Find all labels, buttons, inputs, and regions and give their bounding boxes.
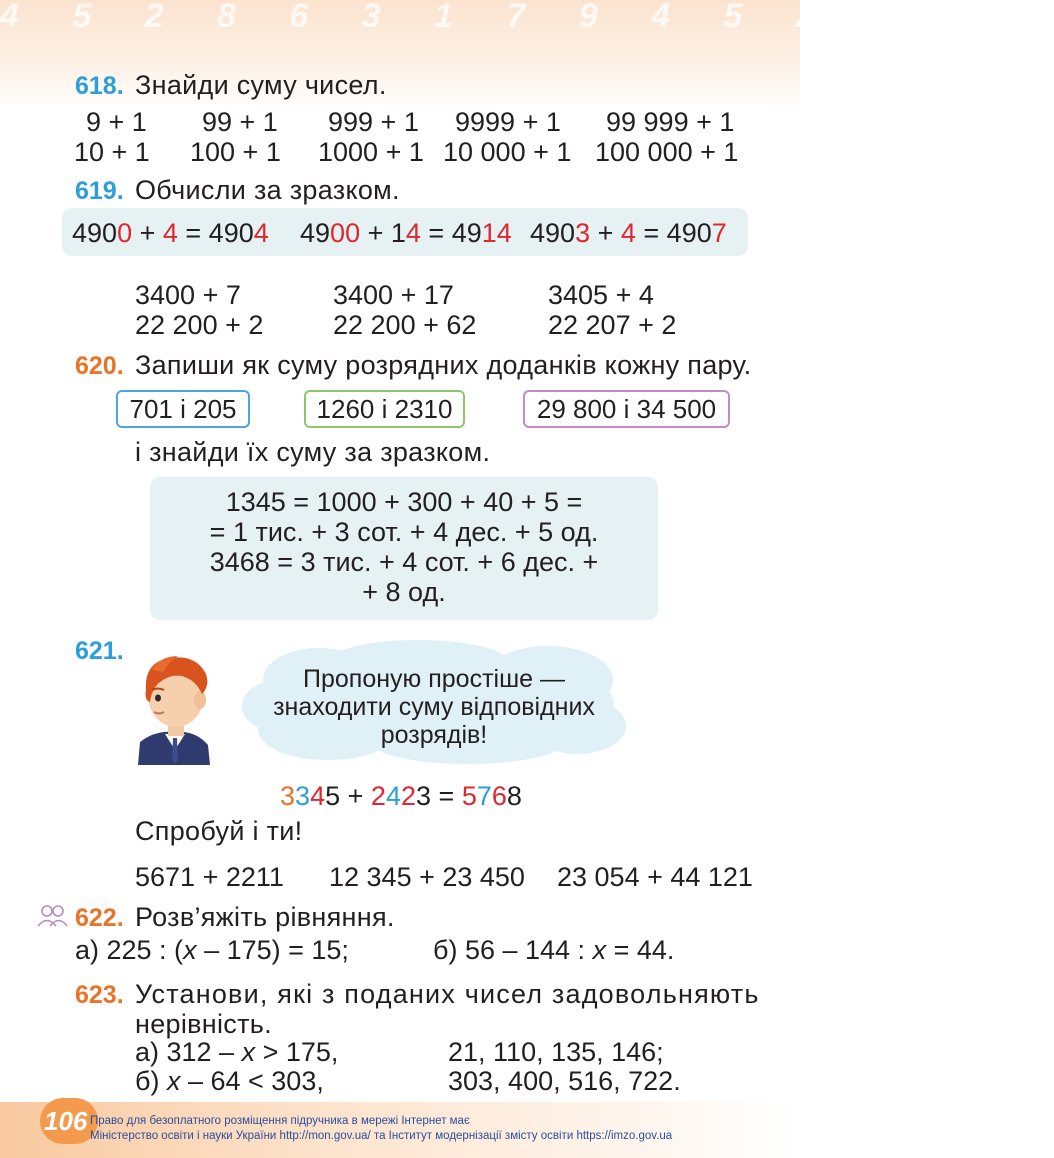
task-618-r2-c2: 100 + 1 — [190, 137, 281, 167]
task-619-example-2: 4900 + 14 = 4914 — [300, 218, 512, 248]
task-621-exercise-3: 23 054 + 44 121 — [557, 862, 753, 892]
speech-cloud-line-2: знаходити суму відповідних — [273, 693, 595, 721]
task-618-r1-c3: 999 + 1 — [328, 107, 419, 137]
task-619-c3-r2: 22 207 + 2 — [548, 310, 677, 340]
task-620-pair-2: 1260 і 2310 — [304, 390, 465, 428]
task-618-number: 618. — [75, 72, 124, 100]
task-623-b-numbers: 303, 400, 516, 722. — [448, 1066, 681, 1096]
speech-cloud-line-3: розрядів! — [380, 721, 488, 749]
task-618-r1-c4: 9999 + 1 — [455, 107, 561, 137]
page-number: 106 — [44, 1106, 88, 1136]
task-620-number: 620. — [75, 352, 124, 380]
footer-license-line-1: Право для безоплатного розміщення підручника в мережі Інтернет має — [90, 1115, 470, 1127]
task-622-b: б) 56 – 144 : x = 44. — [433, 935, 675, 965]
task-619-c2-r2: 22 200 + 62 — [333, 310, 477, 340]
task-620-example-line-1: 1345 = 1000 + 300 + 40 + 5 = — [225, 487, 583, 517]
pair-work-icon — [36, 904, 68, 928]
task-620-text: Запиши як суму розрядних доданків кожну пару. — [135, 350, 752, 380]
task-623-b-inequality: б) x – 64 < 303, — [135, 1066, 324, 1096]
task-618-r1-c5: 99 999 + 1 — [606, 107, 735, 137]
task-619-text: Обчисли за зразком. — [135, 175, 400, 205]
task-620-pair-3: 29 800 і 34 500 — [523, 390, 730, 428]
task-621-exercise-1: 5671 + 2211 — [135, 862, 284, 892]
task-618-r2-c1: 10 + 1 — [74, 137, 150, 167]
task-620-text-2: і знайди їх суму за зразком. — [135, 437, 491, 467]
task-623-text-line-2: нерівність. — [135, 1009, 272, 1039]
task-620-example-line-2: = 1 тис. + 3 сот. + 4 дес. + 5 од. — [209, 517, 599, 547]
task-619-example-1: 4900 + 4 = 4904 — [72, 218, 269, 248]
task-619-number: 619. — [75, 177, 124, 205]
task-618-text: Знайди суму чисел. — [135, 70, 387, 100]
decorative-digits: 4 5 2 8 6 3 1 7 9 4 5 2 8 6 3 — [0, 0, 1054, 35]
task-621-try-text: Спробуй і ти! — [135, 816, 303, 846]
task-621-colored-example: 3345 + 2423 = 5768 — [280, 781, 522, 811]
task-623-a-numbers: 21, 110, 135, 146; — [448, 1037, 664, 1067]
task-619-c1-r1: 3400 + 7 — [135, 280, 241, 310]
task-618-r2-c3: 1000 + 1 — [318, 137, 424, 167]
task-622-a: а) 225 : (x – 175) = 15; — [75, 935, 349, 965]
task-620-pair-1: 701 і 205 — [116, 390, 250, 428]
task-618-r2-c5: 100 000 + 1 — [595, 137, 739, 167]
task-620-example-line-4: + 8 од. — [362, 577, 446, 607]
task-621-exercise-2: 12 345 + 23 450 — [329, 862, 525, 892]
task-619-c3-r1: 3405 + 4 — [548, 280, 654, 310]
task-619-c1-r2: 22 200 + 2 — [135, 310, 264, 340]
task-619-example-3: 4903 + 4 = 4907 — [530, 218, 727, 248]
task-618-r2-c4: 10 000 + 1 — [443, 137, 572, 167]
task-619-c2-r1: 3400 + 17 — [333, 280, 454, 310]
task-622-number: 622. — [75, 904, 124, 932]
task-623-a-inequality: а) 312 – x > 175, — [135, 1037, 339, 1067]
task-623-text-line-1: Установи, які з поданих чисел задовольняють — [135, 979, 760, 1009]
speech-cloud-line-1: Пропоную простіше — — [303, 665, 565, 693]
task-622-text: Розв’яжіть рівняння. — [135, 902, 395, 932]
footer-license-line-2: Міністерство освіти і науки України http://mon.gov.ua/ та Інститут модернізації змісту освіти https://imzo.gov.ua — [90, 1130, 673, 1142]
task-618-r1-c1: 9 + 1 — [86, 107, 147, 137]
task-623-number: 623. — [75, 981, 124, 1009]
task-618-r1-c2: 99 + 1 — [202, 107, 278, 137]
boy-illustration — [130, 650, 220, 765]
task-621-number: 621. — [75, 637, 124, 665]
task-620-example-line-3: 3468 = 3 тис. + 4 сот. + 6 дес. + — [209, 547, 599, 577]
